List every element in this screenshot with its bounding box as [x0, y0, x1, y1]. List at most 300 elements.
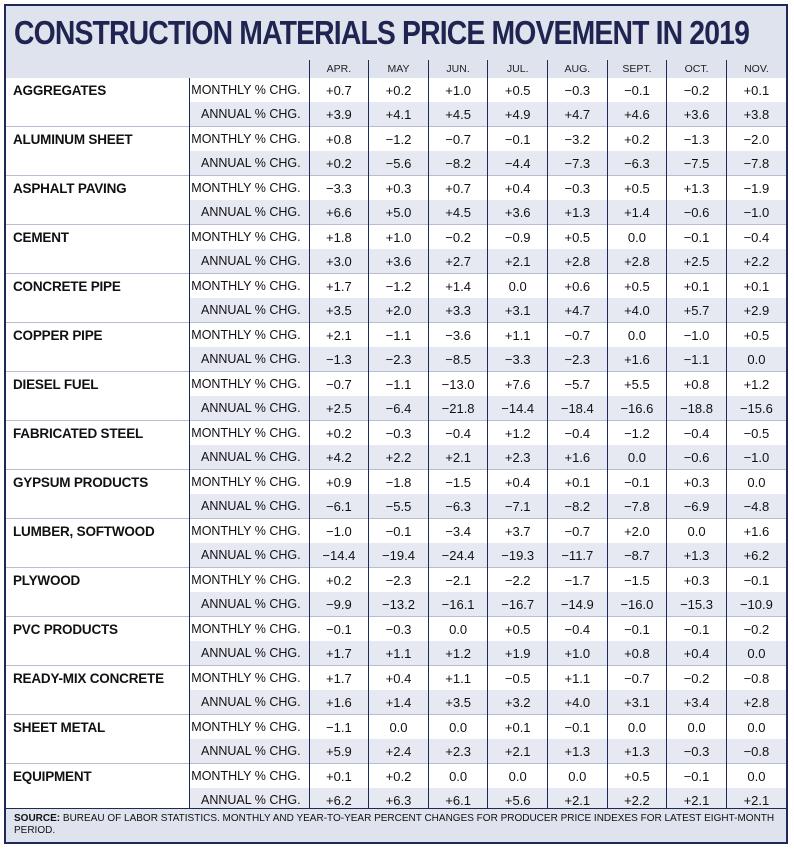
value-cell: −2.1	[428, 568, 488, 593]
value-cell: 0.0	[726, 715, 786, 740]
value-cell: −0.5	[488, 666, 548, 691]
value-cell: +0.4	[488, 470, 548, 495]
column-header: AUG.	[548, 60, 608, 78]
value-cell: +4.5	[428, 200, 488, 225]
table-row	[6, 666, 786, 691]
monthly-label: MONTHLY % CHG.	[189, 617, 309, 642]
value-cell: −1.9	[726, 176, 786, 201]
table-row	[6, 421, 786, 446]
value-cell: −1.1	[369, 323, 429, 348]
value-cell: −7.8	[607, 494, 667, 519]
material-name: FABRICATED STEEL	[6, 421, 189, 470]
value-cell: 0.0	[726, 764, 786, 789]
value-cell: +1.3	[667, 543, 727, 568]
value-cell: +0.8	[667, 372, 727, 397]
value-cell: +0.2	[309, 421, 369, 446]
value-cell: +0.5	[488, 617, 548, 642]
value-cell: +1.6	[309, 690, 369, 715]
column-header: APR.	[309, 60, 369, 78]
value-cell: +1.4	[369, 690, 429, 715]
value-cell: +1.3	[548, 739, 608, 764]
value-cell: +0.2	[309, 151, 369, 176]
value-cell: +1.4	[428, 274, 488, 299]
value-cell: +2.1	[488, 739, 548, 764]
value-cell: −0.1	[607, 470, 667, 495]
value-cell: −0.4	[726, 225, 786, 250]
value-cell: −16.6	[607, 396, 667, 421]
annual-label: ANNUAL % CHG.	[189, 739, 309, 764]
value-cell: +0.4	[488, 176, 548, 201]
material-name: COPPER PIPE	[6, 323, 189, 372]
column-header: JUN.	[428, 60, 488, 78]
material-name: CONCRETE PIPE	[6, 274, 189, 323]
value-cell: −19.3	[488, 543, 548, 568]
value-cell: −0.4	[548, 617, 608, 642]
page-title: CONSTRUCTION MATERIALS PRICE MOVEMENT IN 2019	[14, 14, 749, 51]
value-cell: +1.6	[548, 445, 608, 470]
value-cell: −13.0	[428, 372, 488, 397]
table-row	[6, 715, 786, 740]
value-cell: +0.3	[667, 568, 727, 593]
value-cell: +1.0	[369, 225, 429, 250]
value-cell: +1.9	[488, 641, 548, 666]
value-cell: +0.7	[428, 176, 488, 201]
value-cell: −1.0	[726, 200, 786, 225]
table-row	[6, 274, 786, 299]
value-cell: −2.3	[369, 347, 429, 372]
value-cell: +1.1	[488, 323, 548, 348]
material-name: EQUIPMENT	[6, 764, 189, 813]
value-cell: +4.7	[548, 298, 608, 323]
value-cell: +3.5	[428, 690, 488, 715]
value-cell: −18.4	[548, 396, 608, 421]
value-cell: −19.4	[369, 543, 429, 568]
value-cell: 0.0	[548, 764, 608, 789]
value-cell: −1.0	[309, 519, 369, 544]
value-cell: +3.6	[369, 249, 429, 274]
value-cell: +3.4	[667, 690, 727, 715]
value-cell: +3.1	[607, 690, 667, 715]
value-cell: +3.5	[309, 298, 369, 323]
value-cell: −10.9	[726, 592, 786, 617]
value-cell: +2.1	[726, 788, 786, 812]
value-cell: −13.2	[369, 592, 429, 617]
value-cell: +1.3	[607, 739, 667, 764]
value-cell: 0.0	[607, 445, 667, 470]
value-cell: −0.1	[309, 617, 369, 642]
value-cell: −6.9	[667, 494, 727, 519]
material-name: LUMBER, SOFTWOOD	[6, 519, 189, 568]
value-cell: −9.9	[309, 592, 369, 617]
annual-label: ANNUAL % CHG.	[189, 592, 309, 617]
value-cell: +1.0	[428, 78, 488, 102]
value-cell: −0.1	[667, 225, 727, 250]
material-name: PVC PRODUCTS	[6, 617, 189, 666]
value-cell: −0.3	[369, 617, 429, 642]
column-header: NOV.	[726, 60, 786, 78]
value-cell: −6.4	[369, 396, 429, 421]
annual-label: ANNUAL % CHG.	[189, 788, 309, 812]
monthly-label: MONTHLY % CHG.	[189, 78, 309, 102]
value-cell: −0.7	[607, 666, 667, 691]
value-cell: −4.8	[726, 494, 786, 519]
value-cell: +1.8	[309, 225, 369, 250]
value-cell: −1.7	[548, 568, 608, 593]
price-table-frame	[4, 4, 788, 844]
value-cell: +2.1	[488, 249, 548, 274]
header-blank	[6, 60, 189, 78]
value-cell: +0.8	[309, 127, 369, 152]
monthly-label: MONTHLY % CHG.	[189, 519, 309, 544]
value-cell: +1.3	[667, 176, 727, 201]
value-cell: −21.8	[428, 396, 488, 421]
value-cell: +3.7	[488, 519, 548, 544]
table-row	[6, 470, 786, 495]
source-label: SOURCE:	[14, 813, 61, 824]
monthly-label: MONTHLY % CHG.	[189, 666, 309, 691]
header-blank	[189, 60, 309, 78]
value-cell: +2.0	[369, 298, 429, 323]
value-cell: +2.1	[667, 788, 727, 812]
annual-label: ANNUAL % CHG.	[189, 102, 309, 127]
value-cell: −0.2	[428, 225, 488, 250]
annual-label: ANNUAL % CHG.	[189, 543, 309, 568]
value-cell: −2.2	[488, 568, 548, 593]
annual-label: ANNUAL % CHG.	[189, 445, 309, 470]
value-cell: +3.8	[726, 102, 786, 127]
value-cell: +1.6	[607, 347, 667, 372]
monthly-label: MONTHLY % CHG.	[189, 127, 309, 152]
value-cell: −5.5	[369, 494, 429, 519]
value-cell: +0.7	[309, 78, 369, 102]
value-cell: −3.4	[428, 519, 488, 544]
value-cell: 0.0	[428, 764, 488, 789]
value-cell: +0.1	[726, 274, 786, 299]
value-cell: +4.1	[369, 102, 429, 127]
column-header: OCT.	[667, 60, 727, 78]
value-cell: +1.2	[428, 641, 488, 666]
column-header: MAY	[369, 60, 429, 78]
value-cell: +0.9	[309, 470, 369, 495]
monthly-label: MONTHLY % CHG.	[189, 372, 309, 397]
value-cell: −24.4	[428, 543, 488, 568]
value-cell: +5.6	[488, 788, 548, 812]
value-cell: +2.8	[726, 690, 786, 715]
value-cell: +2.5	[309, 396, 369, 421]
table-row	[6, 78, 786, 102]
value-cell: −5.7	[548, 372, 608, 397]
table-row	[6, 127, 786, 152]
annual-label: ANNUAL % CHG.	[189, 298, 309, 323]
value-cell: −3.3	[309, 176, 369, 201]
value-cell: −0.7	[309, 372, 369, 397]
value-cell: −1.8	[369, 470, 429, 495]
value-cell: +6.2	[726, 543, 786, 568]
value-cell: +1.7	[309, 666, 369, 691]
value-cell: −1.1	[667, 347, 727, 372]
value-cell: +4.9	[488, 102, 548, 127]
monthly-label: MONTHLY % CHG.	[189, 274, 309, 299]
value-cell: −8.2	[428, 151, 488, 176]
annual-label: ANNUAL % CHG.	[189, 396, 309, 421]
value-cell: +2.2	[369, 445, 429, 470]
monthly-label: MONTHLY % CHG.	[189, 764, 309, 789]
table-row	[6, 617, 786, 642]
value-cell: +2.9	[726, 298, 786, 323]
value-cell: 0.0	[726, 470, 786, 495]
value-cell: −0.3	[548, 176, 608, 201]
value-cell: −1.1	[309, 715, 369, 740]
table-row	[6, 568, 786, 593]
value-cell: −3.3	[488, 347, 548, 372]
value-cell: +6.6	[309, 200, 369, 225]
monthly-label: MONTHLY % CHG.	[189, 715, 309, 740]
value-cell: +1.2	[726, 372, 786, 397]
value-cell: 0.0	[667, 715, 727, 740]
value-cell: −8.7	[607, 543, 667, 568]
value-cell: +4.0	[548, 690, 608, 715]
value-cell: +0.1	[548, 470, 608, 495]
material-name: GYPSUM PRODUCTS	[6, 470, 189, 519]
value-cell: 0.0	[369, 715, 429, 740]
value-cell: +5.7	[667, 298, 727, 323]
value-cell: −0.2	[667, 666, 727, 691]
value-cell: +0.4	[667, 641, 727, 666]
material-name: SHEET METAL	[6, 715, 189, 764]
value-cell: +3.9	[309, 102, 369, 127]
header-row	[6, 60, 786, 78]
material-name: ALUMINUM SHEET	[6, 127, 189, 176]
value-cell: −0.1	[607, 78, 667, 102]
table-row	[6, 372, 786, 397]
value-cell: −0.7	[548, 519, 608, 544]
value-cell: 0.0	[726, 347, 786, 372]
material-name: AGGREGATES	[6, 78, 189, 127]
value-cell: −1.3	[309, 347, 369, 372]
value-cell: +4.5	[428, 102, 488, 127]
value-cell: −0.3	[369, 421, 429, 446]
material-name: ASPHALT PAVING	[6, 176, 189, 225]
value-cell: +1.1	[428, 666, 488, 691]
source-text: BUREAU OF LABOR STATISTICS. MONTHLY AND YEAR-TO-YEAR PERCENT CHANGES FOR PRODUCER PRICE INDEXES FOR LATEST EIGHT-MONTH PERIOD.	[14, 813, 775, 836]
table-row	[6, 225, 786, 250]
value-cell: −1.5	[607, 568, 667, 593]
value-cell: +2.0	[607, 519, 667, 544]
value-cell: +6.1	[428, 788, 488, 812]
value-cell: 0.0	[726, 641, 786, 666]
annual-label: ANNUAL % CHG.	[189, 641, 309, 666]
value-cell: +1.2	[488, 421, 548, 446]
value-cell: 0.0	[667, 519, 727, 544]
monthly-label: MONTHLY % CHG.	[189, 421, 309, 446]
value-cell: −4.4	[488, 151, 548, 176]
annual-label: ANNUAL % CHG.	[189, 200, 309, 225]
value-cell: −15.6	[726, 396, 786, 421]
value-cell: −5.6	[369, 151, 429, 176]
value-cell: +3.1	[488, 298, 548, 323]
value-cell: +6.2	[309, 788, 369, 812]
value-cell: −1.2	[369, 127, 429, 152]
value-cell: +1.0	[548, 641, 608, 666]
value-cell: +1.7	[309, 274, 369, 299]
value-cell: −2.3	[369, 568, 429, 593]
value-cell: +2.5	[667, 249, 727, 274]
value-cell: +5.5	[607, 372, 667, 397]
value-cell: −11.7	[548, 543, 608, 568]
value-cell: +1.1	[548, 666, 608, 691]
value-cell: −0.6	[667, 200, 727, 225]
value-cell: −8.5	[428, 347, 488, 372]
value-cell: +0.4	[369, 666, 429, 691]
value-cell: +2.8	[607, 249, 667, 274]
monthly-label: MONTHLY % CHG.	[189, 568, 309, 593]
value-cell: +0.3	[667, 470, 727, 495]
source-note	[6, 808, 786, 842]
value-cell: −0.2	[726, 617, 786, 642]
price-table	[6, 60, 786, 812]
value-cell: −2.3	[548, 347, 608, 372]
value-cell: +0.5	[488, 78, 548, 102]
value-cell: −0.4	[667, 421, 727, 446]
value-cell: −0.2	[667, 78, 727, 102]
material-name: DIESEL FUEL	[6, 372, 189, 421]
value-cell: +4.7	[548, 102, 608, 127]
value-cell: −0.1	[548, 715, 608, 740]
value-cell: +0.1	[488, 715, 548, 740]
value-cell: +0.1	[309, 764, 369, 789]
value-cell: +0.1	[726, 78, 786, 102]
value-cell: +0.6	[548, 274, 608, 299]
value-cell: 0.0	[607, 323, 667, 348]
column-header: SEPT.	[607, 60, 667, 78]
value-cell: −0.7	[548, 323, 608, 348]
table-row	[6, 176, 786, 201]
value-cell: +1.7	[309, 641, 369, 666]
value-cell: +1.1	[369, 641, 429, 666]
value-cell: +0.2	[369, 78, 429, 102]
value-cell: −1.2	[369, 274, 429, 299]
value-cell: +0.5	[607, 764, 667, 789]
value-cell: +2.3	[428, 739, 488, 764]
value-cell: −0.6	[667, 445, 727, 470]
value-cell: −0.8	[726, 739, 786, 764]
value-cell: −1.0	[726, 445, 786, 470]
title-bar	[6, 6, 786, 60]
value-cell: −1.2	[607, 421, 667, 446]
material-name: READY-MIX CONCRETE	[6, 666, 189, 715]
value-cell: +4.0	[607, 298, 667, 323]
material-name: PLYWOOD	[6, 568, 189, 617]
value-cell: +2.8	[548, 249, 608, 274]
value-cell: −1.3	[667, 127, 727, 152]
value-cell: +0.2	[309, 568, 369, 593]
value-cell: −3.2	[548, 127, 608, 152]
value-cell: +2.3	[488, 445, 548, 470]
value-cell: +4.2	[309, 445, 369, 470]
value-cell: 0.0	[607, 715, 667, 740]
value-cell: +6.3	[369, 788, 429, 812]
column-header: JUL.	[488, 60, 548, 78]
value-cell: −1.5	[428, 470, 488, 495]
value-cell: −0.9	[488, 225, 548, 250]
value-cell: −0.3	[667, 739, 727, 764]
value-cell: −15.3	[667, 592, 727, 617]
value-cell: −0.7	[428, 127, 488, 152]
monthly-label: MONTHLY % CHG.	[189, 176, 309, 201]
monthly-label: MONTHLY % CHG.	[189, 225, 309, 250]
value-cell: −2.0	[726, 127, 786, 152]
annual-label: ANNUAL % CHG.	[189, 690, 309, 715]
annual-label: ANNUAL % CHG.	[189, 151, 309, 176]
value-cell: +0.2	[607, 127, 667, 152]
value-cell: +0.5	[607, 176, 667, 201]
value-cell: +3.6	[488, 200, 548, 225]
value-cell: −7.8	[726, 151, 786, 176]
value-cell: +1.6	[726, 519, 786, 544]
material-name: CEMENT	[6, 225, 189, 274]
value-cell: −0.5	[726, 421, 786, 446]
table-row	[6, 519, 786, 544]
value-cell: −0.4	[548, 421, 608, 446]
value-cell: −14.9	[548, 592, 608, 617]
value-cell: −16.1	[428, 592, 488, 617]
value-cell: +3.0	[309, 249, 369, 274]
value-cell: −1.1	[369, 372, 429, 397]
value-cell: +2.1	[309, 323, 369, 348]
table-row	[6, 323, 786, 348]
value-cell: +0.5	[607, 274, 667, 299]
value-cell: 0.0	[428, 617, 488, 642]
value-cell: +3.2	[488, 690, 548, 715]
annual-label: ANNUAL % CHG.	[189, 347, 309, 372]
value-cell: −0.8	[726, 666, 786, 691]
value-cell: −6.3	[607, 151, 667, 176]
value-cell: +4.6	[607, 102, 667, 127]
value-cell: −0.1	[488, 127, 548, 152]
value-cell: −1.0	[667, 323, 727, 348]
value-cell: −0.1	[726, 568, 786, 593]
value-cell: −0.1	[607, 617, 667, 642]
value-cell: +0.5	[726, 323, 786, 348]
annual-label: ANNUAL % CHG.	[189, 249, 309, 274]
value-cell: +1.4	[607, 200, 667, 225]
monthly-label: MONTHLY % CHG.	[189, 323, 309, 348]
value-cell: −3.6	[428, 323, 488, 348]
value-cell: −16.0	[607, 592, 667, 617]
value-cell: +2.1	[548, 788, 608, 812]
value-cell: +5.0	[369, 200, 429, 225]
value-cell: −18.8	[667, 396, 727, 421]
value-cell: +7.6	[488, 372, 548, 397]
value-cell: +2.2	[726, 249, 786, 274]
value-cell: +2.7	[428, 249, 488, 274]
value-cell: −16.7	[488, 592, 548, 617]
table-row	[6, 764, 786, 789]
value-cell: +5.9	[309, 739, 369, 764]
value-cell: −8.2	[548, 494, 608, 519]
value-cell: +0.3	[369, 176, 429, 201]
value-cell: +2.4	[369, 739, 429, 764]
value-cell: −6.1	[309, 494, 369, 519]
value-cell: −0.1	[667, 617, 727, 642]
value-cell: 0.0	[607, 225, 667, 250]
value-cell: −0.1	[667, 764, 727, 789]
value-cell: −0.3	[548, 78, 608, 102]
value-cell: +0.2	[369, 764, 429, 789]
value-cell: −6.3	[428, 494, 488, 519]
value-cell: −14.4	[488, 396, 548, 421]
value-cell: +0.1	[667, 274, 727, 299]
